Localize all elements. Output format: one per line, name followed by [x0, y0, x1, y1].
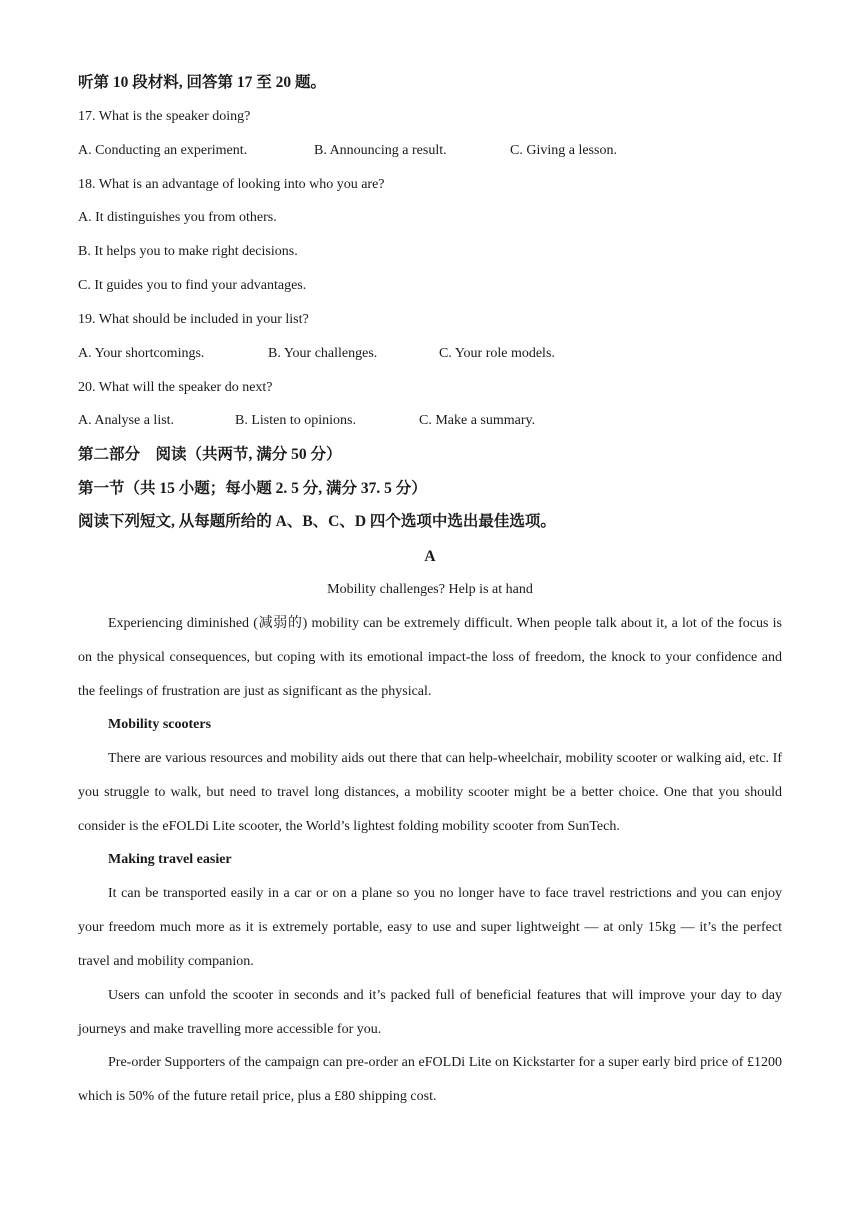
question-19-stem: 19. What should be included in your list? [78, 312, 309, 327]
passage-paragraph-5: Pre-order Supporters of the campaign can pre-order an eFOLDi Lite on Kickstarter for a super early bird price of £1200 which is 50% of the future retail price, plus a £80 shipping cost. [78, 1055, 782, 1104]
question-19-option-a: A. Your shortcomings. [78, 346, 205, 361]
question-20-option-a: A. Analyse a list. [78, 413, 175, 428]
question-18-stem: 18. What is an advantage of looking into who you are? [78, 177, 385, 192]
question-20-option-c: C. Make a summary. [419, 413, 536, 428]
passage-letter: A [424, 548, 436, 565]
passage-paragraph-1: Experiencing diminished (减弱的) mobility can be extremely difficult. When people talk about it, a lot of the focus is on the physical consequences, but coping with its emotional impact-the loss of freedom, the knock to your confidence and the feelings of frustration are just as significant as the physical. [78, 616, 782, 699]
section1-heading: 第一节（共 15 小题；每小题 2. 5 分, 满分 37. 5 分） [78, 480, 427, 497]
question-19-option-c: C. Your role models. [439, 346, 555, 361]
question-18-option-c: C. It guides you to find your advantages. [78, 278, 307, 293]
section-heading-listening: 听第 10 段材料, 回答第 17 至 20 题。 [78, 74, 327, 91]
passage-paragraph-2: There are various resources and mobility aids out there that can help-wheelchair, mobility scooter or walking aid, etc. If you struggle to walk, but need to travel long distances, a mobility scooter might be a better choice. One that you should consider is the eFOLDi Lite scooter, the World’s lightest folding mobility scooter from SunTech. [78, 751, 782, 834]
passage-subheading-scooters: Mobility scooters [108, 717, 212, 732]
question-17-stem: 17. What is the speaker doing? [78, 109, 251, 124]
passage-subheading-travel: Making travel easier [108, 852, 232, 867]
question-19-option-b: B. Your challenges. [268, 346, 378, 361]
question-20-option-b: B. Listen to opinions. [235, 413, 356, 428]
question-18-option-a: A. It distinguishes you from others. [78, 210, 277, 225]
passage-title: Mobility challenges? Help is at hand [327, 582, 533, 597]
part2-heading: 第二部分 阅读（共两节, 满分 50 分） [78, 446, 342, 463]
question-20-stem: 20. What will the speaker do next? [78, 380, 273, 395]
passage-paragraph-4: Users can unfold the scooter in seconds and it’s packed full of beneficial features that will improve your day to day journeys and make travelling more accessible for you. [78, 988, 782, 1037]
reading-instruction: 阅读下列短文, 从每题所给的 A、B、C、D 四个选项中选出最佳选项。 [78, 513, 556, 530]
question-17-option-c: C. Giving a lesson. [510, 143, 617, 158]
passage-paragraph-3: It can be transported easily in a car or on a plane so you no longer have to face travel restrictions and you can enjoy your freedom much more as it is extremely portable, easy to use and super lightweight — at only 15kg — it’s the perfect travel and mobility companion. [78, 886, 782, 969]
question-17-option-a: A. Conducting an experiment. [78, 143, 248, 158]
question-18-option-b: B. It helps you to make right decisions. [78, 244, 298, 259]
question-17-option-b: B. Announcing a result. [314, 143, 447, 158]
